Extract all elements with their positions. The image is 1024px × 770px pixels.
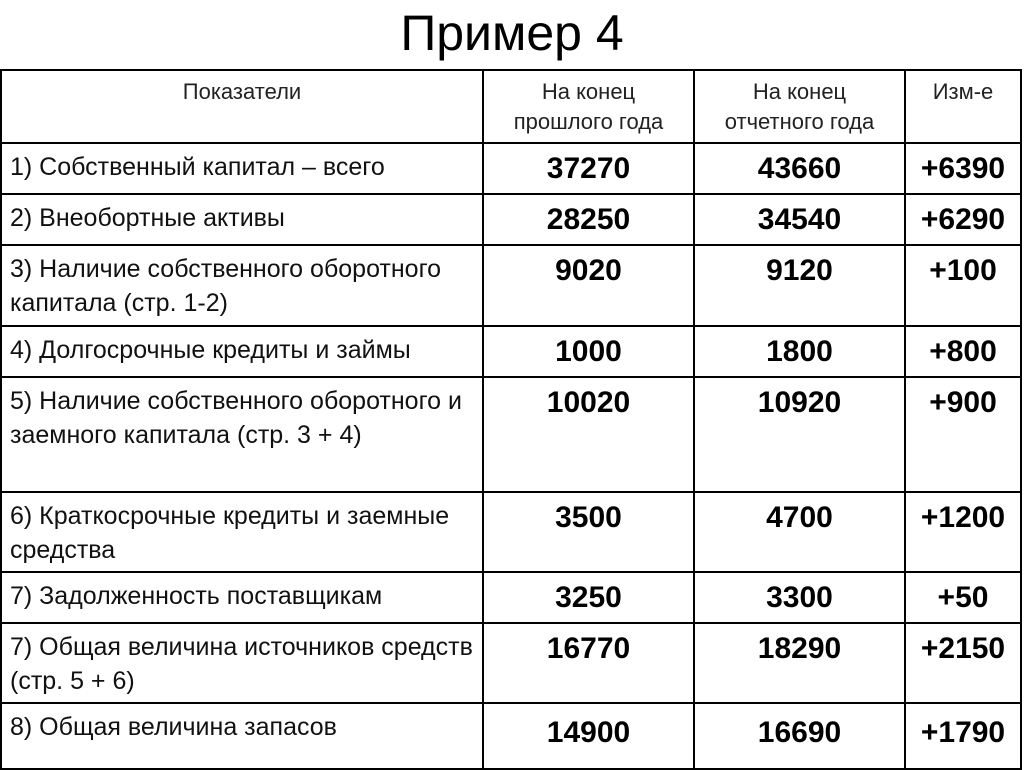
page-title: Пример 4 — [400, 5, 624, 61]
value-change: +800 — [905, 326, 1021, 377]
row-label: 1) Собственный капитал – всего — [1, 143, 483, 194]
value-change: +6290 — [905, 194, 1021, 245]
table-row — [1, 572, 1021, 623]
table-row — [1, 194, 1021, 245]
row-label: 8) Общая величина запасов — [1, 703, 483, 769]
header-indicators: Показатели — [1, 70, 483, 143]
row-label: 4) Долгосрочные кредиты и займы — [1, 326, 483, 377]
row-label: 3) Наличие собственного оборотного капитала (стр. 1-2) — [1, 245, 483, 326]
value-curr: 34540 — [694, 194, 905, 245]
header-prev-year: На конец прошлого года — [483, 70, 694, 143]
value-prev: 1000 — [483, 326, 694, 377]
data-table — [0, 69, 1022, 770]
table-row — [1, 623, 1021, 703]
row-label: 7) Общая величина источников средств (стр. 5 + 6) — [1, 623, 483, 703]
value-curr: 16690 — [694, 703, 905, 769]
table-row — [1, 377, 1021, 492]
table-row — [1, 492, 1021, 572]
header-row — [1, 70, 1021, 143]
row-label: 2) Внеобортные активы — [1, 194, 483, 245]
row-label: 6) Краткосрочные кредиты и заемные средства — [1, 492, 483, 572]
value-prev: 16770 — [483, 623, 694, 703]
value-curr: 3300 — [694, 572, 905, 623]
value-prev: 10020 — [483, 377, 694, 492]
value-change: +50 — [905, 572, 1021, 623]
table-row — [1, 703, 1021, 769]
value-change: +900 — [905, 377, 1021, 492]
value-curr: 10920 — [694, 377, 905, 492]
table-row — [1, 245, 1021, 326]
value-prev: 28250 — [483, 194, 694, 245]
value-curr: 43660 — [694, 143, 905, 194]
value-change: +6390 — [905, 143, 1021, 194]
value-curr: 1800 — [694, 326, 905, 377]
value-prev: 37270 — [483, 143, 694, 194]
header-curr-year: На конец отчетного года — [694, 70, 905, 143]
row-label: 5) Наличие собственного оборотного и заемного капитала (стр. 3 + 4) — [1, 377, 483, 492]
value-prev: 3500 — [483, 492, 694, 572]
value-prev: 14900 — [483, 703, 694, 769]
value-change: +2150 — [905, 623, 1021, 703]
table-row — [1, 143, 1021, 194]
value-curr: 18290 — [694, 623, 905, 703]
value-prev: 3250 — [483, 572, 694, 623]
row-label: 7) Задолженность поставщикам — [1, 572, 483, 623]
value-change: +1200 — [905, 492, 1021, 572]
table-row — [1, 326, 1021, 377]
header-change: Изм-е — [905, 70, 1021, 143]
value-prev: 9020 — [483, 245, 694, 326]
value-curr: 9120 — [694, 245, 905, 326]
value-change: +1790 — [905, 703, 1021, 769]
value-curr: 4700 — [694, 492, 905, 572]
value-change: +100 — [905, 245, 1021, 326]
